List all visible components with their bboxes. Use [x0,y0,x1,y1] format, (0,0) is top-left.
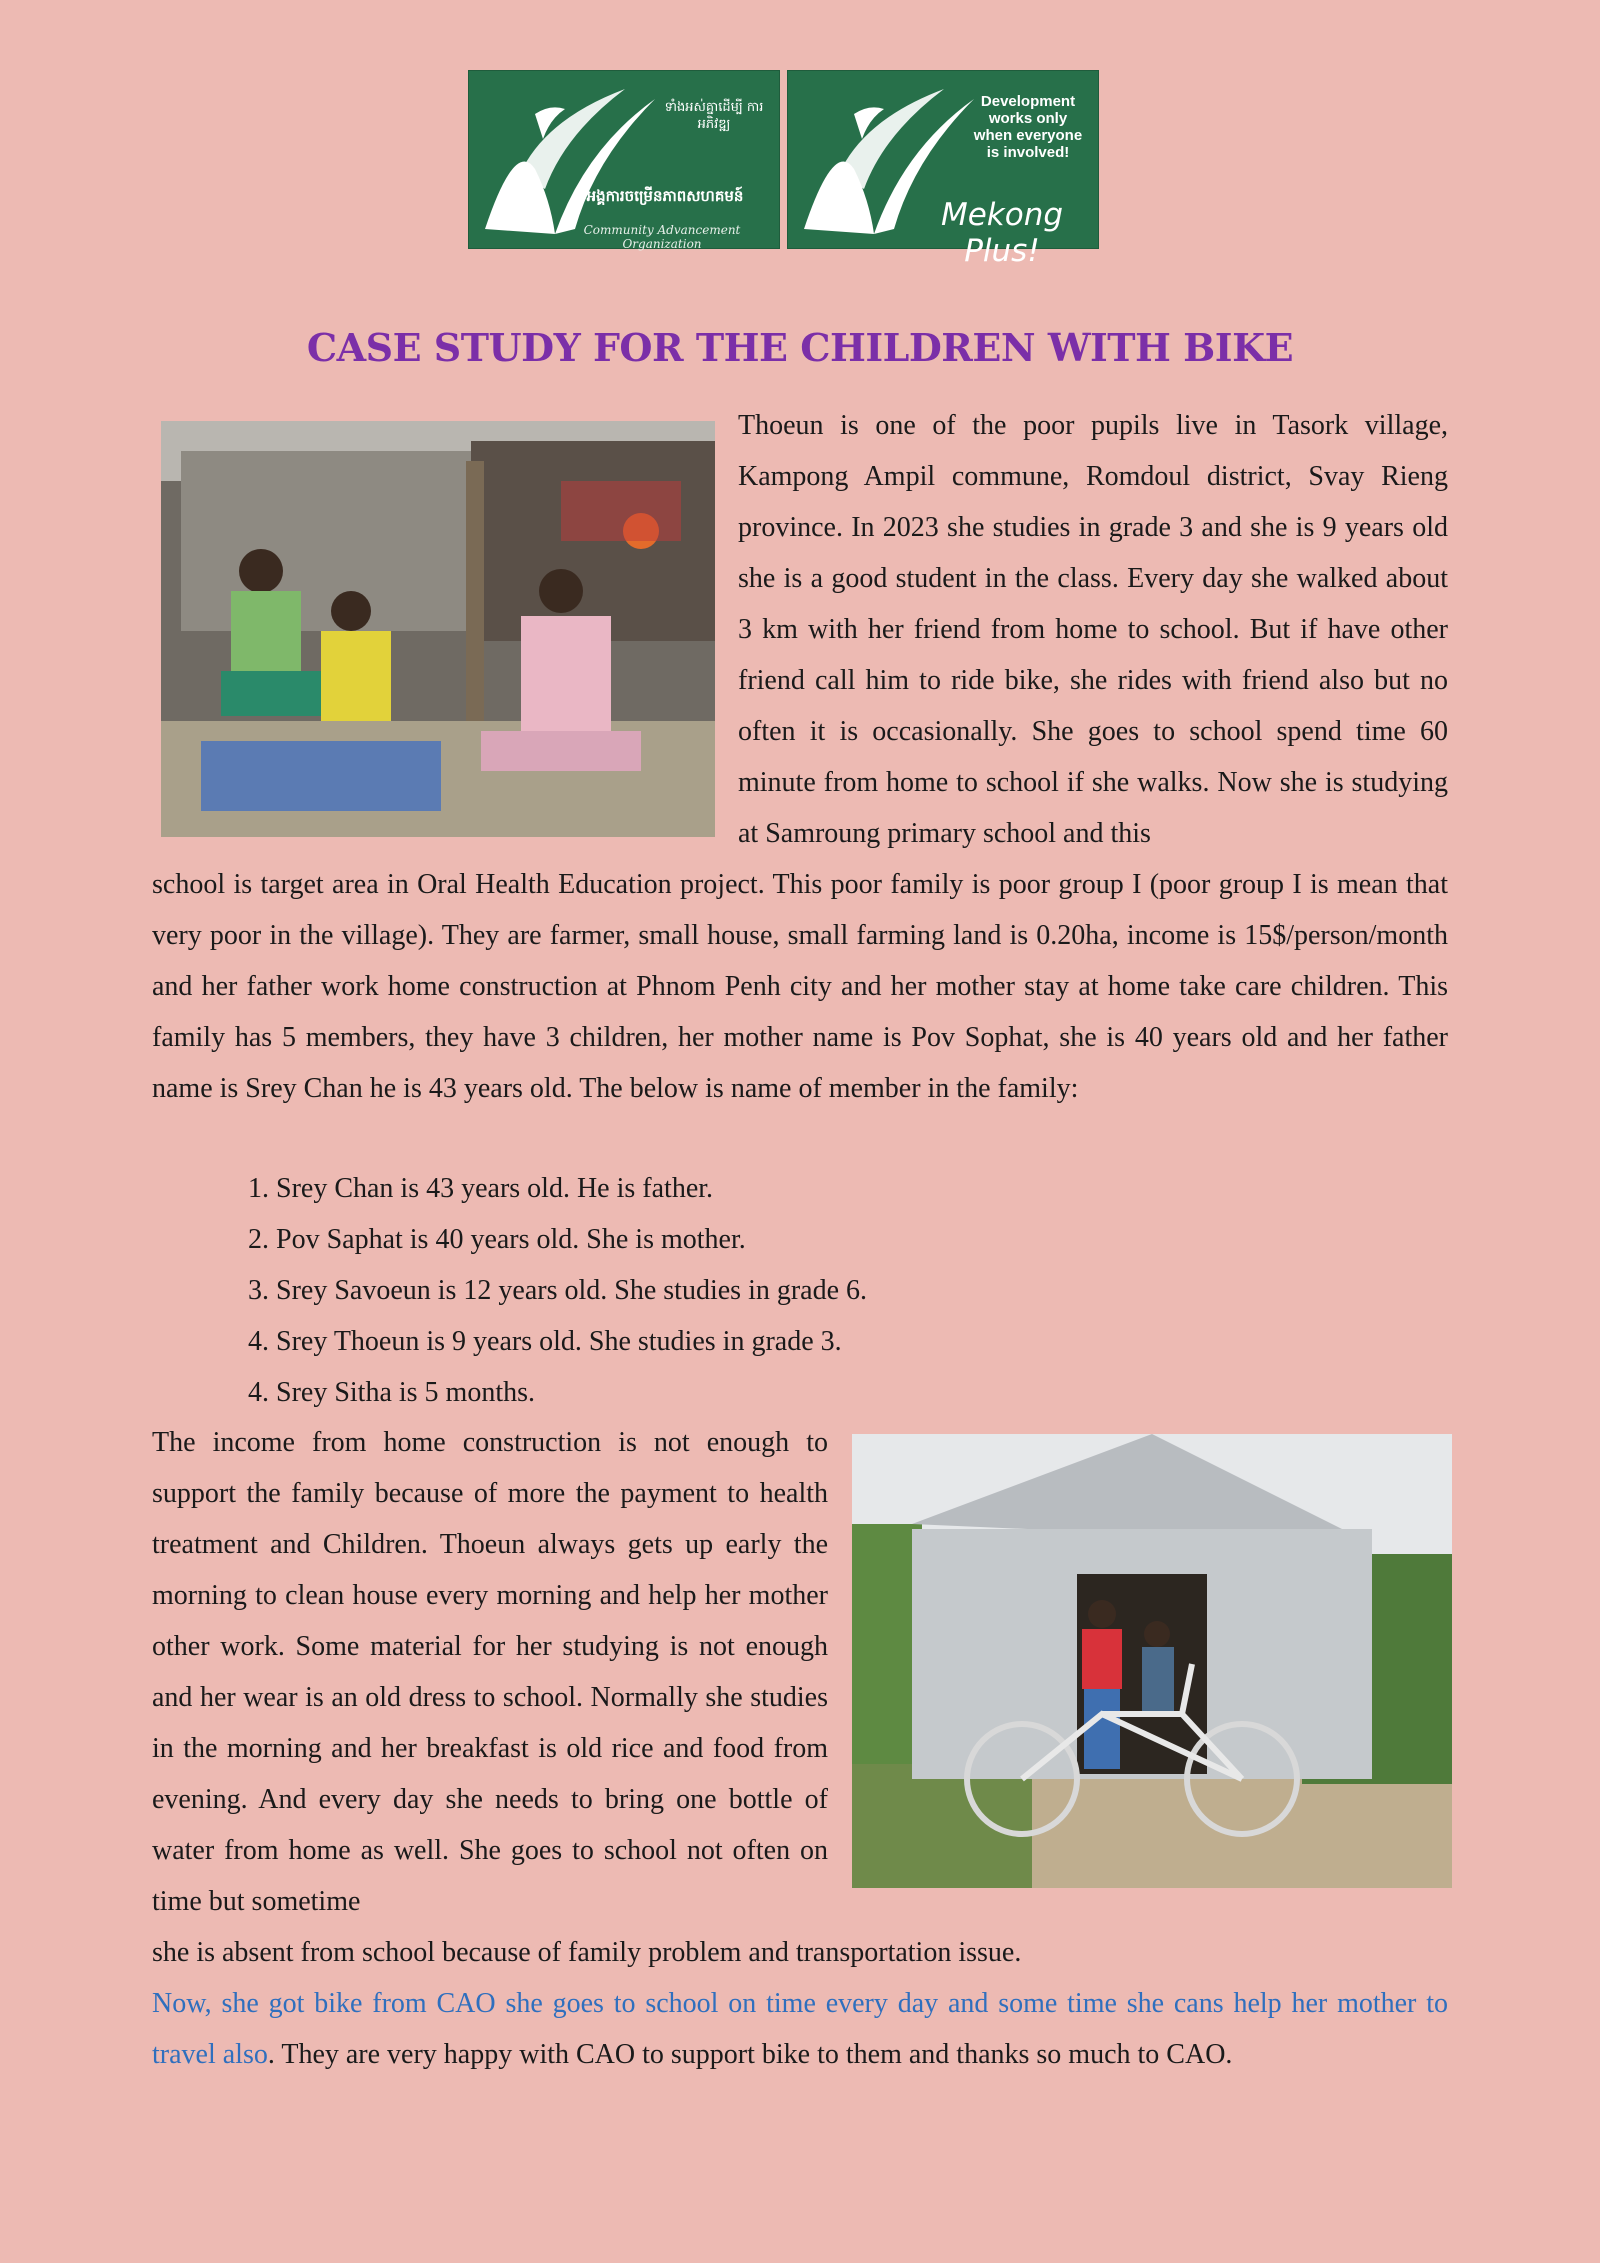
paragraph-2-wrapped: The income from home construction is not enough to support the family because of more the payment to health treatment and Children. Thoeun always gets up early the morning to clean house every morning and help her mother other work. Some material for her studying is not enough and her wear is an old dress to school. Normally she studies in the morning and her breakfast is old rice and food from evening. And every day she needs to bring one bottle of water from home as well. She goes to school not often on time but sometime [152,1427,828,1917]
list-item: 1. Srey Chan is 43 years old. He is father. [248,1173,714,1204]
family-member-list [248,1163,867,1418]
khmer-slogan: ទាំងអស់គ្នាដើម្បី ការអភិវឌ្ឍ [664,100,764,132]
highlighted-text: Now, she got bike from CAO she goes to school on time every day and some time she cans help her mother to travel also [152,1988,1448,2070]
list-item: 4. Srey Thoeun is 9 years old. She studies in grade 3. [248,1326,842,1357]
logo-bar [468,70,1099,269]
family-photo [161,421,715,837]
org-name: Community Advancement Organization [583,223,741,251]
paragraph-1-wrapped: Thoeun is one of the poor pupils live in Tasork village, Kampong Ampil commune, Romdoul district, Svay Rieng province. In 2023 she studies in grade 3 and she is 9 years old she is a good student in the class. Every day she walked about 3 km with her friend from home to school. But if have other friend call him to ride bike, she rides with friend also but no often it is occasionally. She goes to school spend time 60 minute from home to school if she walks. Now she is studying at Samroung primary school and this [738,410,1448,849]
list-item: 2. Pov Saphat is 40 years old. She is mother. [248,1224,746,1255]
tagline: Development works only when everyone is involved! [973,93,1083,161]
paragraph-2-full: she is absent from school because of family problem and transportation issue. [152,1937,1022,1968]
list-item: 3. Srey Savoeun is 12 years old. She studies in grade 6. [248,1275,868,1306]
cao-logo [468,70,780,249]
brand-name: Mekong Plus! [940,197,1064,269]
paragraph-1-full: school is target area in Oral Health Education project. This poor family is poor group I (poor group I is mean that very poor in the village). They are farmer, small house, small farming land is 0.20ha, income is 15$/person/month and her father work home construction at Phnom Penh city and her mother stay at home take care children. This family has 5 members, they have 3 children, her mother name is Pov Sophat, she is 40 years old and her father name is Srey Chan he is 43 years old. The below is name of member in the family: [152,869,1448,1104]
khmer-org-name: អង្គការចម្រើនភាពសហគមន៍ [586,187,744,205]
page-title: CASE STUDY FOR THE CHILDREN WITH BIKE [306,325,1294,370]
paragraph-3 [152,1978,1448,2080]
list-item: 4. Srey Sitha is 5 months. [248,1377,536,1408]
mekong-plus-logo [787,70,1099,269]
bike-photo [852,1434,1452,1888]
closing-text: . They are very happy with CAO to support bike to them and thanks so much to CAO. [267,2039,1233,2070]
checkmark-logo-icon [475,79,665,244]
